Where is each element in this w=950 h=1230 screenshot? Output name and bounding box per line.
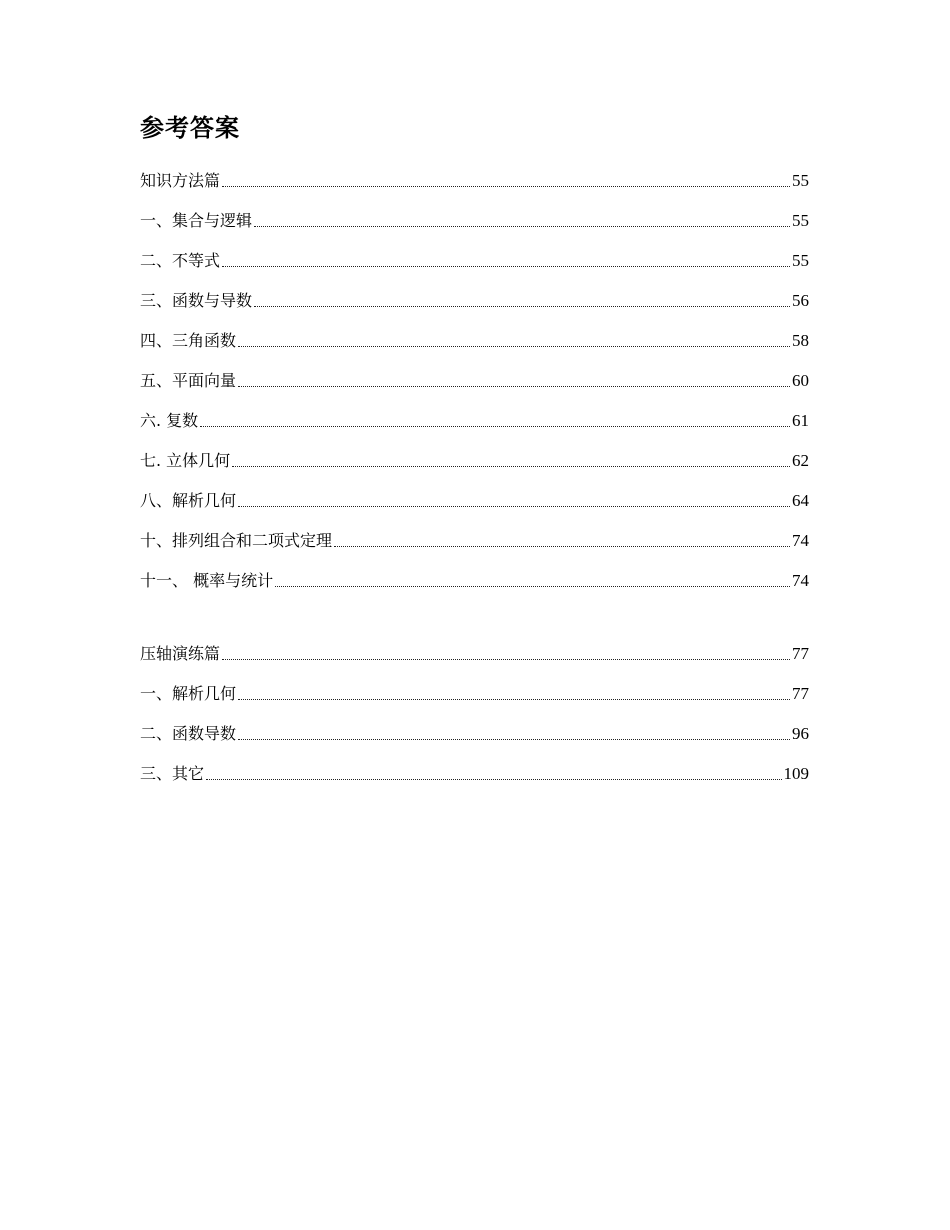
toc-entry-page: 61 bbox=[792, 411, 809, 430]
toc-entry[interactable] bbox=[140, 400, 809, 440]
dot-leader bbox=[222, 659, 790, 660]
toc-entry-label: 二、不等式 bbox=[140, 251, 221, 270]
toc-section-knowledge bbox=[140, 160, 809, 600]
dot-leader bbox=[222, 266, 790, 267]
toc-entry[interactable] bbox=[140, 240, 809, 280]
toc-entry-page: 77 bbox=[792, 684, 809, 703]
toc-entry-page: 55 bbox=[792, 251, 809, 270]
toc-entry[interactable] bbox=[140, 520, 809, 560]
toc-entry-label: 十一、 概率与统计 bbox=[140, 571, 274, 590]
dot-leader bbox=[232, 466, 790, 467]
toc-entry-label: 二、函数导数 bbox=[140, 724, 237, 743]
toc-entry-label: 七. 立体几何 bbox=[140, 451, 231, 470]
dot-leader bbox=[334, 546, 790, 547]
toc-section-practice bbox=[140, 633, 809, 793]
toc-entry[interactable] bbox=[140, 320, 809, 360]
toc-entry-page: 58 bbox=[792, 331, 809, 350]
dot-leader bbox=[275, 586, 790, 587]
dot-leader bbox=[254, 226, 790, 227]
toc-entry-page: 55 bbox=[792, 211, 809, 230]
toc-entry-label: 十、排列组合和二项式定理 bbox=[140, 531, 333, 550]
toc-entry-page: 74 bbox=[792, 571, 809, 590]
dot-leader bbox=[238, 346, 790, 347]
toc-entry-label: 压轴演练篇 bbox=[140, 644, 221, 663]
dot-leader bbox=[238, 506, 790, 507]
toc-entry-page: 56 bbox=[792, 291, 809, 310]
toc-entry-label: 三、函数与导数 bbox=[140, 291, 253, 310]
toc-entry-page: 96 bbox=[792, 724, 809, 743]
toc-entry-page: 60 bbox=[792, 371, 809, 390]
toc-entry[interactable] bbox=[140, 360, 809, 400]
toc-entry-page: 77 bbox=[792, 644, 809, 663]
toc-entry-label: 一、解析几何 bbox=[140, 684, 237, 703]
toc-entry-label: 一、集合与逻辑 bbox=[140, 211, 253, 230]
toc-entry-label: 知识方法篇 bbox=[140, 171, 221, 190]
toc-entry[interactable] bbox=[140, 160, 809, 200]
toc-entry-label: 四、三角函数 bbox=[140, 331, 237, 350]
toc-entry-label: 三、其它 bbox=[140, 764, 205, 783]
page-heading: 参考答案 bbox=[140, 114, 240, 142]
toc-entry-page: 74 bbox=[792, 531, 809, 550]
toc-entry-page: 109 bbox=[783, 764, 809, 783]
toc-entry[interactable] bbox=[140, 200, 809, 240]
toc-entry-page: 62 bbox=[792, 451, 809, 470]
toc-entry-label: 六. 复数 bbox=[140, 411, 199, 430]
dot-leader bbox=[238, 739, 790, 740]
dot-leader bbox=[200, 426, 790, 427]
dot-leader bbox=[238, 386, 790, 387]
toc-entry-page: 64 bbox=[792, 491, 809, 510]
dot-leader bbox=[222, 186, 790, 187]
dot-leader bbox=[238, 699, 790, 700]
dot-leader bbox=[206, 779, 781, 780]
toc-entry-label: 八、解析几何 bbox=[140, 491, 237, 510]
toc-entry[interactable] bbox=[140, 713, 809, 753]
toc-entry[interactable] bbox=[140, 633, 809, 673]
toc-entry[interactable] bbox=[140, 440, 809, 480]
toc-entry[interactable] bbox=[140, 480, 809, 520]
toc-entry[interactable] bbox=[140, 560, 809, 600]
toc-entry[interactable] bbox=[140, 753, 809, 793]
toc-entry[interactable] bbox=[140, 673, 809, 713]
toc-entry-page: 55 bbox=[792, 171, 809, 190]
dot-leader bbox=[254, 306, 790, 307]
toc-entry[interactable] bbox=[140, 280, 809, 320]
toc-entry-label: 五、平面向量 bbox=[140, 371, 237, 390]
